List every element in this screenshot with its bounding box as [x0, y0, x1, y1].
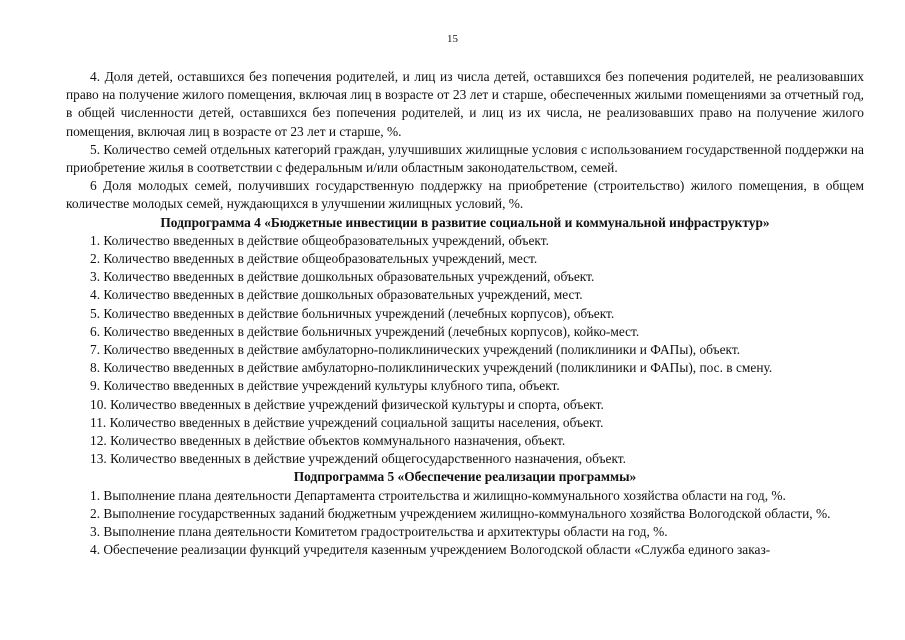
- paragraph-item-6: 6 Доля молодых семей, получивших государственную поддержку на приобретение (строительство) жилого помещения, в общем количестве молодых семей, нуждающихся в улучшении жилищных условий, %.: [66, 178, 864, 212]
- list-item: 2. Выполнение государственных заданий бюджетным учреждением жилищно-коммунального хозяйства Вологодской области, %.: [90, 505, 831, 521]
- list-item: 4. Количество введенных в действие дошкольных образовательных учреждений, мест.: [90, 287, 583, 303]
- list-item: 3. Выполнение плана деятельности Комитетом градостроительства и архитектуры области на год, %.: [90, 524, 668, 540]
- list-item: 8. Количество введенных в действие амбулаторно-поликлинических учреждений (поликлиники и ФАПы), пос. в смену.: [90, 360, 773, 376]
- document-body: [66, 68, 864, 559]
- subprogram-4-list: [66, 232, 864, 469]
- page-number: 15: [447, 33, 458, 45]
- list-item: 11. Количество введенных в действие учреждений социальной защиты населения, объект.: [90, 414, 604, 430]
- subprogram-4-heading: Подпрограмма 4 «Бюджетные инвестиции в развитие социальной и коммунальной инфраструктур»: [160, 214, 770, 230]
- list-item: 9. Количество введенных в действие учреждений культуры клубного типа, объект.: [90, 378, 560, 394]
- list-item: 5. Количество введенных в действие больничных учреждений (лечебных корпусов), объект.: [90, 305, 615, 321]
- list-item: 13. Количество введенных в действие учреждений общегосударственного назначения, объект.: [90, 451, 626, 467]
- list-item: 6. Количество введенных в действие больничных учреждений (лечебных корпусов), койко-мест.: [90, 323, 640, 339]
- list-item: 7. Количество введенных в действие амбулаторно-поликлинических учреждений (поликлиники и ФАПы), объект.: [90, 342, 741, 358]
- list-item: 10. Количество введенных в действие учреждений физической культуры и спорта, объект.: [90, 396, 604, 412]
- list-item: 3. Количество введенных в действие дошкольных образовательных учреждений, объект.: [90, 269, 595, 285]
- list-item: 12. Количество введенных в действие объектов коммунального назначения, объект.: [90, 433, 566, 449]
- paragraph-item-4: 4. Доля детей, оставшихся без попечения родителей, и лиц из числа детей, оставшихся без попечения родителей, не реализовавших право на получение жилого помещения, включая лиц в возрасте от 23 лет и старше, обеспеченных жилыми помещениями за отчетный год, в общей численности детей, оставшихся без попечения родителей, и лиц из их числа, не реализовавших право на получение жилого помещения, включая лиц в возрасте от 23 лет и старше, %.: [66, 69, 864, 139]
- list-item: 1. Выполнение плана деятельности Департамента строительства и жилищно-коммунального хозяйства области на год, %.: [90, 487, 786, 503]
- subprogram-5-heading: Подпрограмма 5 «Обеспечение реализации программы»: [293, 469, 637, 485]
- list-item: 4. Обеспечение реализации функций учредителя казенным учреждением Вологодской области «Служба единого заказ-: [90, 542, 771, 558]
- subprogram-5-list: [66, 487, 864, 560]
- list-item: 1. Количество введенных в действие общеобразовательных учреждений, объект.: [90, 232, 549, 248]
- list-item: 2. Количество введенных в действие общеобразовательных учреждений, мест.: [90, 251, 538, 267]
- paragraph-item-5: 5. Количество семей отдельных категорий граждан, улучшивших жилищные условия с использованием государственной поддержки на приобретение жилья в соответствии с федеральным и/или областным законодательством, семей.: [66, 141, 864, 176]
